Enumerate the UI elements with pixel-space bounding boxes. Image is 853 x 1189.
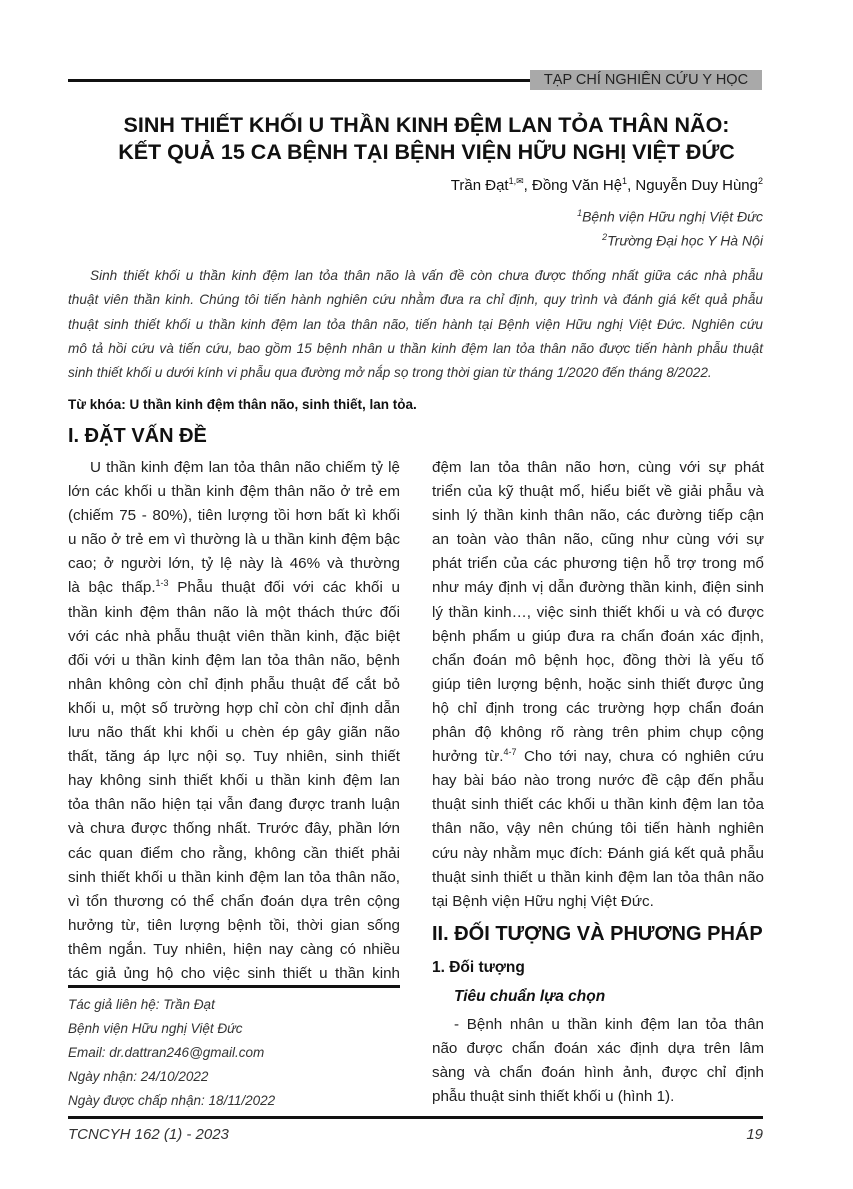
footnote-rule [68,985,400,988]
text-line: thêm ngắn. Tuy nhiên, hiện nay càng có nhiều [68,940,400,958]
text-line: với các nhà phẫu thuật viên thần kinh, đặc biệt [68,627,400,645]
text-line: chẩn đoán mô bệnh học, đồng thời là yếu tố [432,651,764,669]
text-line: đối với u thần kinh đệm lan tỏa thân não, bệnh [68,651,400,669]
criteria-text [432,1013,764,1109]
text-line: các quan điểm cho rằng, không cần thiết phải [68,844,400,862]
text-line: hay không sinh thiết khối u thần kinh đệm lan [68,772,400,790]
text-line: hay bài báo nào trong nước đề cập đến phẫu [432,772,764,790]
affiliation-name: Trường Đại học Y Hà Nội [607,232,763,249]
text-line: sàng và chẩn đoán hình ảnh, được chỉ định [432,1064,764,1082]
text-line: đệm lan tỏa thân não hơn, cùng với sự phát [432,459,764,476]
text-line: u não ở trẻ em vì thường là u thần kinh đệm bậc [68,531,400,549]
text-line: cao; ở người lớn, tỷ lệ này là 46% và thường [68,555,400,573]
affiliation-mark: 1 [577,208,583,218]
text-line: thuật sinh thiết khối u thần kinh đệm lan tỏa thân não, tiến hành tại Bệnh viện Hữu nghị Việt Đức. Nghiên cứu [68,316,763,332]
header-rule [68,79,530,82]
footnote-line: Ngày được chấp nhận: 18/11/2022 [68,1093,276,1108]
section-heading: I. ĐẶT VẤN ĐỀ [68,425,207,447]
footnote-email[interactable]: Email: dr.dattran246@gmail.com [68,1045,265,1060]
author-affiliation-mark: 1 [622,176,628,186]
text-line: thần kinh đệm thân não là một thách thức đối [68,603,400,621]
text-line: thuật sinh thiết các khối u thần kinh đệm lan tỏa [432,796,764,814]
page-number: 19 [746,1126,763,1143]
text-line: lưu não thất khi khối u chèn ép gây giãn não [68,724,400,742]
text-line: não được chẩn đoán xác định dựa trên lâm [432,1040,764,1058]
text-line: Sinh thiết khối u thần kinh đệm lan tỏa thân não là vấn đề còn chưa được thống nhất giữa các nhà phẫu [90,268,763,283]
abstract [68,264,763,385]
text-line: cứu này nhằm mục đích: Đánh giá kết quả phẫu [432,844,764,862]
text-line: tác giả ủng hộ cho việc sinh thiết u thần kinh [68,964,400,982]
footnote-line: Ngày nhận: 24/10/2022 [68,1069,209,1084]
criteria-heading: Tiêu chuẩn lựa chọn [454,988,606,1005]
footnote-line: Bệnh viện Hữu nghị Việt Đức [68,1021,243,1036]
title-line-2: KẾT QUẢ 15 CA BỆNH TẠI BỆNH VIỆN HỮU NGHỊ VIỆT ĐỨC [118,140,735,164]
section-heading: II. ĐỐI TƯỢNG VÀ PHƯƠNG PHÁP [432,923,763,945]
text-line: (chiếm 75 - 80%), tiên lượng tồi hơn bất kì khối [68,507,400,525]
text-line: phát triển của các phương tiện hỗ trợ trong mổ [432,555,764,573]
footnote-line: Tác giả liên hệ: Trần Đạt [68,997,215,1012]
text-line: hộ chỉ định trong các trường hợp chẩn đoán [432,699,764,717]
text-line: phân độ không rõ ràng trên phim chụp cộng [432,724,764,742]
journal-citation: TCNCYH 162 (1) - 2023 [68,1126,229,1143]
text-line: triển của kỹ thuật mổ, hiểu biết về giải phẫu và [432,483,764,501]
citation-superscript: 4-7 [503,747,517,758]
text-line: tỏa thân não hiện tại vẫn đang được tranh luận [68,796,400,814]
text-line: thất, tăng áp lực nội sọ. Tuy nhiên, sinh thiết [68,748,400,766]
text-line: sinh thiết khối u dưới kính vi phẫu qua đường mở nắp sọ trong thời gian từ tháng 1/2020 đến tháng 8/2022. [68,365,712,381]
text-line: sinh thiết khối u thần kinh đệm lan tỏa thân não, [68,868,400,886]
text-line: bệnh phẩm u giúp đưa ra chẩn đoán xác định, [432,627,764,645]
text-line: giúp tiên lượng bệnh, hoặc sinh thiết được ủng [432,675,764,693]
title-line-1: SINH THIẾT KHỐI U THẦN KINH ĐỆM LAN TỎA THÂN NÃO: [123,113,730,137]
citation-superscript: 1-3 [155,578,169,589]
text-line: phẫu thuật sinh thiết khối u (hình 1). [432,1088,675,1106]
author-name: Đồng Văn Hệ [531,177,623,194]
text-line: - Bệnh nhân u thần kinh đệm lan tỏa thân [454,1016,764,1033]
correspondence-footnote [68,993,275,1113]
author-list: Trần Đạt$^{1,✉}$, Đồng Văn Hệ$^1$, Nguyễn Duy Hùng$^2$ [450,176,763,194]
subsection-heading: 1. Đối tượng [432,959,525,976]
text-line: lớn các khối u thần kinh đệm thân não ở trẻ em [68,483,400,501]
text-line: lý thần kinh…, việc sinh thiết khối u và có được [432,603,764,621]
text-line: hưởng từ.$^{4-7}$ Cho tới nay, chưa có nghiên cứu [432,747,764,766]
author-name: Nguyễn Duy Hùng [635,177,758,194]
text-line: mô tả hồi cứu và tiến cứu, bao gồm 15 bệnh nhân u thần kinh đệm lan tỏa thân não được tiến hành phẫu thuật [68,340,763,356]
author-affiliation-mark: 1,✉ [508,176,524,186]
affiliation-mark: 2 [602,232,608,242]
author-name: Trần Đạt [450,177,509,194]
text-line: khối u, một số trường hợp chỉ còn chỉ định dẫn [68,699,400,717]
journal-header: TẠP CHÍ NGHIÊN CỨU Y HỌC [530,70,762,90]
text-line: vì tổn thương có thể chẩn đoán dựa trên cộng [68,892,400,910]
author-affiliation-mark: 2 [757,176,763,186]
text-line: an toàn vào thân não, cũng như cùng với sự [432,531,764,549]
text-line: và chưa được thống nhất. Trước đây, phần lớn [68,820,400,838]
article-title [60,112,793,166]
text-line: nhân không còn chỉ định phẫu thuật để cắt bỏ [68,675,400,693]
left-column-text [68,456,400,986]
footer-rule [68,1116,763,1119]
text-line: tại Bệnh viện Hữu nghị Việt Đức. [432,892,654,910]
text-line: thuật sinh thiết u thần kinh đệm lan tỏa thân não [432,868,764,886]
keywords: Từ khóa: U thần kinh đệm thân não, sinh thiết, lan tỏa. [68,397,417,412]
affiliation-name: Bệnh viện Hữu nghị Việt Đức [582,208,763,225]
affiliation [577,208,763,225]
right-column-text [432,456,764,914]
affiliation [602,232,763,249]
text-line: là bậc thấp.$^{1-3}$ Phẫu thuật đối với các khối u [68,578,401,597]
text-line: thuật viên thần kinh. Chúng tôi tiến hành nghiên cứu nhằm đưa ra chỉ định, quy trình và đánh giá kết quả phẫu [68,292,763,308]
text-line: hưởng từ, tiên lượng bệnh tồi, thời gian sống [68,916,400,934]
text-line: sinh lý thần kinh thân não, các đường tiếp cận [432,507,764,525]
text-line: thân não, vậy nên chúng tôi tiến hành nghiên [432,820,764,838]
text-line: U thần kinh đệm lan tỏa thân não chiếm tỷ lệ [90,459,400,476]
text-line: như máy định vị dẫn đường thần kinh, điện sinh [432,579,764,597]
